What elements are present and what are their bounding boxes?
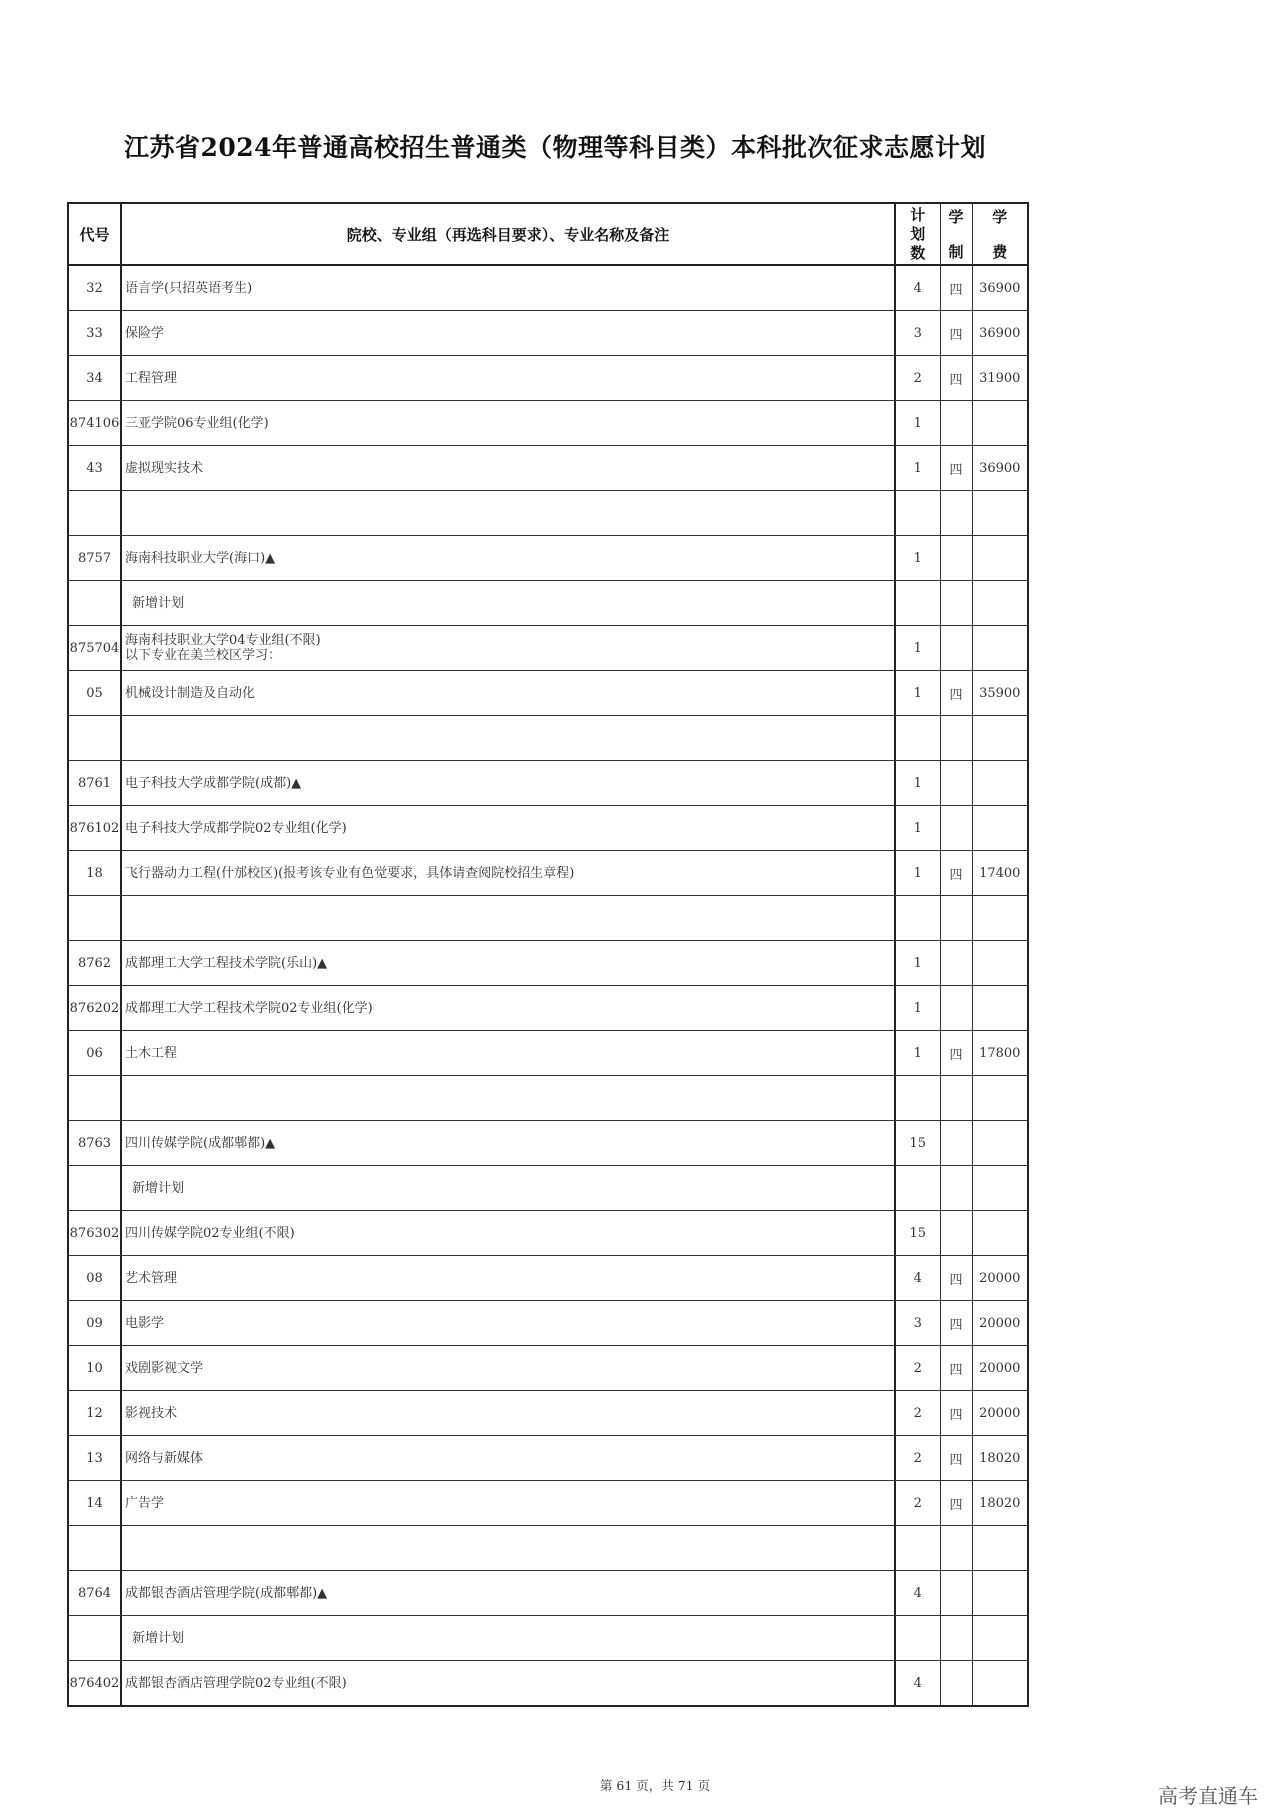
row-fee: 36900 (972, 311, 1028, 356)
row-plan: 4 (895, 265, 940, 311)
row-name: 新增计划 (121, 581, 895, 626)
row-fee: 20000 (972, 1346, 1028, 1391)
row-years (940, 536, 972, 581)
row-code (68, 896, 121, 941)
table-row (68, 1256, 1028, 1301)
row-plan: 4 (895, 1661, 940, 1707)
row-fee: 31900 (972, 356, 1028, 401)
row-code: 14 (68, 1481, 121, 1526)
row-code: 8762 (68, 941, 121, 986)
row-name: 成都银杏酒店管理学院(成都郫都)▲ (121, 1571, 895, 1616)
table-row (68, 311, 1028, 356)
row-plan: 1 (895, 761, 940, 806)
row-fee (972, 1661, 1028, 1707)
table-row (68, 1031, 1028, 1076)
row-fee (972, 896, 1028, 941)
row-years: 四 (940, 1391, 972, 1436)
row-fee: 17400 (972, 851, 1028, 896)
row-plan: 3 (895, 1301, 940, 1346)
header-plan-char: 划 (910, 224, 926, 243)
table-row (68, 536, 1028, 581)
table-row (68, 1166, 1028, 1211)
row-fee (972, 1571, 1028, 1616)
row-code: 8761 (68, 761, 121, 806)
row-years (940, 941, 972, 986)
row-years (940, 1076, 972, 1121)
row-name: 四川传媒学院(成都郫都)▲ (121, 1121, 895, 1166)
row-fee (972, 806, 1028, 851)
row-name: 海南科技职业大学(海口)▲ (121, 536, 895, 581)
row-years (940, 1526, 972, 1571)
row-name (121, 1526, 895, 1571)
row-code: 33 (68, 311, 121, 356)
row-name: 四川传媒学院02专业组(不限) (121, 1211, 895, 1256)
row-code: 10 (68, 1346, 121, 1391)
table-row (68, 1211, 1028, 1256)
row-fee: 18020 (972, 1436, 1028, 1481)
row-years (940, 401, 972, 446)
table-row (68, 1076, 1028, 1121)
table-row (68, 1436, 1028, 1481)
row-years (940, 896, 972, 941)
table-row (68, 986, 1028, 1031)
table-row (68, 626, 1028, 671)
table-row (68, 1301, 1028, 1346)
row-fee: 36900 (972, 446, 1028, 491)
row-code: 08 (68, 1256, 121, 1301)
row-name: 新增计划 (121, 1616, 895, 1661)
row-years (940, 581, 972, 626)
row-fee (972, 1166, 1028, 1211)
row-name: 广告学 (121, 1481, 895, 1526)
header-name: 院校、专业组（再选科目要求）、专业名称及备注 (121, 203, 895, 265)
header-years-char: 学 (948, 208, 964, 226)
table-row (68, 1481, 1028, 1526)
row-name: 艺术管理 (121, 1256, 895, 1301)
row-code (68, 1526, 121, 1571)
row-fee (972, 536, 1028, 581)
row-fee (972, 1211, 1028, 1256)
row-name: 虚拟现实技术 (121, 446, 895, 491)
row-years (940, 1571, 972, 1616)
row-plan: 1 (895, 941, 940, 986)
row-name: 工程管理 (121, 356, 895, 401)
row-plan: 4 (895, 1256, 940, 1301)
row-plan: 15 (895, 1211, 940, 1256)
table-row (68, 1391, 1028, 1436)
row-name: 电子科技大学成都学院02专业组(化学) (121, 806, 895, 851)
row-fee (972, 1526, 1028, 1571)
row-fee (972, 581, 1028, 626)
row-name (121, 1076, 895, 1121)
row-fee: 17800 (972, 1031, 1028, 1076)
header-fee-char: 学 (992, 208, 1008, 226)
table-row (68, 671, 1028, 716)
table-row (68, 265, 1028, 311)
page-footer: 第 61 页，共 71 页 (599, 1778, 711, 1793)
row-plan: 15 (895, 1121, 940, 1166)
row-code: 09 (68, 1301, 121, 1346)
row-code (68, 1166, 121, 1211)
table-row (68, 446, 1028, 491)
row-name: 三亚学院06专业组(化学) (121, 401, 895, 446)
header-plan (895, 203, 940, 265)
header-years-char: 制 (948, 243, 964, 261)
row-fee: 35900 (972, 671, 1028, 716)
row-fee (972, 1616, 1028, 1661)
table-header-row (68, 203, 1028, 265)
row-name (121, 716, 895, 761)
row-fee (972, 941, 1028, 986)
row-fee: 20000 (972, 1256, 1028, 1301)
row-plan: 1 (895, 671, 940, 716)
row-plan (895, 1166, 940, 1211)
row-years (940, 1616, 972, 1661)
row-code: 876302 (68, 1211, 121, 1256)
row-plan: 4 (895, 1571, 940, 1616)
row-fee: 20000 (972, 1391, 1028, 1436)
table-row (68, 761, 1028, 806)
row-years: 四 (940, 1301, 972, 1346)
row-fee (972, 1121, 1028, 1166)
row-name: 网络与新媒体 (121, 1436, 895, 1481)
table-row (68, 896, 1028, 941)
row-name-line: 海南科技职业大学04专业组(不限) (125, 633, 321, 648)
row-plan: 1 (895, 986, 940, 1031)
row-code: 875704 (68, 626, 121, 671)
table-row (68, 1616, 1028, 1661)
row-plan (895, 1076, 940, 1121)
row-plan (895, 716, 940, 761)
row-years (940, 716, 972, 761)
header-years (940, 203, 972, 265)
row-plan: 1 (895, 806, 940, 851)
row-years (940, 1121, 972, 1166)
header-fee-char: 费 (992, 243, 1008, 261)
row-code: 876102 (68, 806, 121, 851)
row-fee: 18020 (972, 1481, 1028, 1526)
row-years: 四 (940, 1436, 972, 1481)
row-years: 四 (940, 1346, 972, 1391)
row-years: 四 (940, 851, 972, 896)
row-years: 四 (940, 265, 972, 311)
row-name: 飞行器动力工程(什邡校区)(报考该专业有色觉要求，具体请查阅院校招生章程) (121, 851, 895, 896)
table-body (68, 265, 1028, 1706)
row-plan: 1 (895, 851, 940, 896)
table-row (68, 356, 1028, 401)
row-name (121, 626, 895, 671)
row-years (940, 1166, 972, 1211)
row-name: 电子科技大学成都学院(成都)▲ (121, 761, 895, 806)
row-code: 12 (68, 1391, 121, 1436)
row-fee (972, 1076, 1028, 1121)
row-name: 保险学 (121, 311, 895, 356)
table-row (68, 806, 1028, 851)
row-years (940, 491, 972, 536)
row-code: 876402 (68, 1661, 121, 1707)
row-plan (895, 1616, 940, 1661)
row-plan: 1 (895, 626, 940, 671)
row-plan: 1 (895, 446, 940, 491)
row-name (121, 896, 895, 941)
row-years: 四 (940, 1481, 972, 1526)
row-years (940, 761, 972, 806)
row-plan: 2 (895, 1436, 940, 1481)
row-code: 13 (68, 1436, 121, 1481)
row-plan (895, 581, 940, 626)
header-plan-char: 数 (910, 243, 926, 262)
row-name: 影视技术 (121, 1391, 895, 1436)
row-code (68, 1076, 121, 1121)
row-name: 成都理工大学工程技术学院(乐山)▲ (121, 941, 895, 986)
row-name: 新增计划 (121, 1166, 895, 1211)
header-code: 代号 (68, 203, 121, 265)
row-name: 成都理工大学工程技术学院02专业组(化学) (121, 986, 895, 1031)
plan-table (67, 202, 1029, 1707)
row-years (940, 806, 972, 851)
row-fee (972, 986, 1028, 1031)
row-code: 8764 (68, 1571, 121, 1616)
row-code: 876202 (68, 986, 121, 1031)
row-name: 土木工程 (121, 1031, 895, 1076)
row-code: 06 (68, 1031, 121, 1076)
row-years (940, 1661, 972, 1707)
row-name: 电影学 (121, 1301, 895, 1346)
row-name: 成都银杏酒店管理学院02专业组(不限) (121, 1661, 895, 1707)
row-plan: 3 (895, 311, 940, 356)
row-years (940, 986, 972, 1031)
row-plan (895, 491, 940, 536)
row-years: 四 (940, 1031, 972, 1076)
table-row (68, 1571, 1028, 1616)
table-row (68, 401, 1028, 446)
row-code: 18 (68, 851, 121, 896)
row-fee (972, 491, 1028, 536)
row-code (68, 491, 121, 536)
row-name (121, 491, 895, 536)
row-plan: 2 (895, 1346, 940, 1391)
header-fee (972, 203, 1028, 265)
row-code (68, 716, 121, 761)
row-years: 四 (940, 446, 972, 491)
row-plan: 2 (895, 1391, 940, 1436)
row-code: 05 (68, 671, 121, 716)
row-years (940, 1211, 972, 1256)
row-name-note: 以下专业在美兰校区学习： (125, 648, 282, 663)
row-plan: 2 (895, 356, 940, 401)
page-title: 江苏省2024年普通高校招生普通类（物理等科目类）本科批次征求志愿计划 (123, 133, 987, 162)
row-name: 机械设计制造及自动化 (121, 671, 895, 716)
row-fee: 36900 (972, 265, 1028, 311)
table-row (68, 1661, 1028, 1707)
row-years (940, 626, 972, 671)
row-name: 语言学(只招英语考生) (121, 265, 895, 311)
row-years: 四 (940, 1256, 972, 1301)
row-code: 34 (68, 356, 121, 401)
row-years: 四 (940, 671, 972, 716)
row-plan: 2 (895, 1481, 940, 1526)
row-plan: 1 (895, 536, 940, 581)
row-code (68, 581, 121, 626)
watermark: 高考直通车 (1158, 1784, 1258, 1808)
row-fee (972, 626, 1028, 671)
row-code: 43 (68, 446, 121, 491)
row-plan: 1 (895, 1031, 940, 1076)
row-plan (895, 896, 940, 941)
table-row (68, 1346, 1028, 1391)
row-name: 戏剧影视文学 (121, 1346, 895, 1391)
row-code: 32 (68, 265, 121, 311)
row-fee: 20000 (972, 1301, 1028, 1346)
row-fee (972, 716, 1028, 761)
table-row (68, 851, 1028, 896)
row-code: 8763 (68, 1121, 121, 1166)
row-plan (895, 1526, 940, 1571)
row-years: 四 (940, 311, 972, 356)
table-row (68, 941, 1028, 986)
row-code: 874106 (68, 401, 121, 446)
table-row (68, 581, 1028, 626)
table-row (68, 1121, 1028, 1166)
header-plan-char: 计 (910, 205, 926, 224)
row-code (68, 1616, 121, 1661)
row-fee (972, 401, 1028, 446)
row-code: 8757 (68, 536, 121, 581)
table-row (68, 716, 1028, 761)
row-years: 四 (940, 356, 972, 401)
table-row (68, 491, 1028, 536)
table-row (68, 1526, 1028, 1571)
row-fee (972, 761, 1028, 806)
row-plan: 1 (895, 401, 940, 446)
